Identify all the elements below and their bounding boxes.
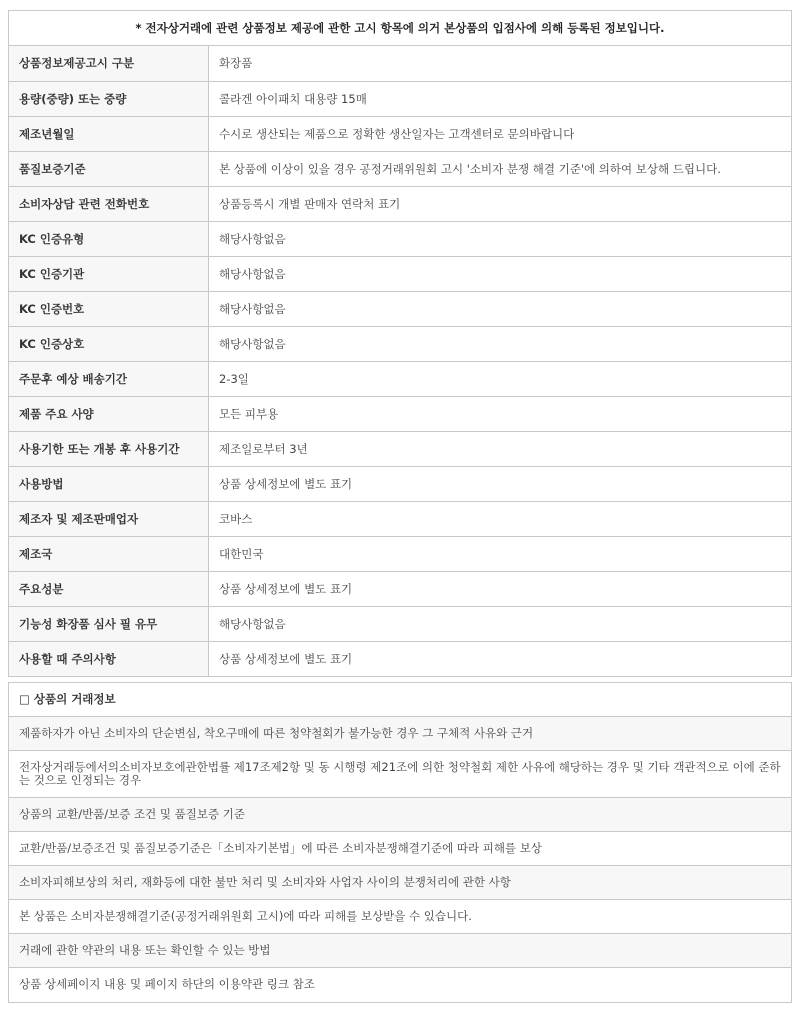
notice-text: * 전자상거래에 관련 상품정보 제공에 관한 고시 항목에 의거 본상품의 입점사에 의해 등록된 정보입니다.: [135, 21, 665, 35]
table-row: [9, 501, 792, 536]
row-value: 화장품: [209, 46, 792, 81]
row-value: 상품 상세정보에 별도 표기: [219, 651, 353, 666]
row-label: 주요성분: [9, 571, 209, 606]
row-value: 해당사항없음: [209, 256, 792, 291]
row-value: 2-3일: [209, 361, 792, 396]
table-row: [9, 641, 792, 676]
table-row: [9, 221, 792, 256]
row-label: 주문후 예상 배송기간: [9, 361, 209, 396]
row-value: 해당사항없음: [209, 291, 792, 326]
notice-banner: [8, 10, 792, 46]
row-label: KC 인증번호: [9, 291, 209, 326]
table-row: [9, 431, 792, 466]
table-row: [9, 151, 792, 186]
row-label: 사용할 때 주의사항: [9, 641, 209, 676]
table-row: [9, 466, 792, 501]
row-value: 수시로 생산되는 제품으로 정확한 생산일자는 고객센터로 문의바랍니다: [209, 116, 792, 151]
row-label: 사용기한 또는 개봉 후 사용기간: [9, 431, 209, 466]
row-value: 상품 상세정보에 별도 표기: [209, 466, 792, 501]
row-value: 모든 피부용: [209, 396, 792, 431]
table-row: [9, 46, 792, 81]
trade-answer: 본 상품은 소비자분쟁해결기준(공정거래위원회 고시)에 따라 피해를 보상받을 수 있습니다.: [9, 900, 791, 934]
row-label: 상품정보제공고시 구분: [9, 46, 209, 81]
table-row: [9, 291, 792, 326]
table-row: [9, 256, 792, 291]
table-row: [9, 361, 792, 396]
row-label: 소비자상담 관련 전화번호: [9, 186, 209, 221]
row-label: 품질보증기준: [9, 151, 209, 186]
row-value: 해당사항없음: [209, 606, 792, 641]
row-value: 해당사항없음: [209, 221, 792, 256]
trade-info-section: [8, 682, 792, 1003]
row-value: 콜라겐 아이패치 대용량 15매: [209, 81, 792, 116]
row-value: 본 상품에 이상이 있을 경우 공정거래위원회 고시 '소비자 분쟁 해결 기준'에 의하여 보상해 드립니다.: [209, 151, 792, 186]
row-label: 기능성 화장품 심사 필 유무: [9, 606, 209, 641]
table-row: [9, 116, 792, 151]
row-value: 상품 상세정보에 별도 표기: [209, 571, 792, 606]
table-row: [9, 536, 792, 571]
trade-question: 상품의 교환/반품/보증 조건 및 품질보증 기준: [9, 798, 791, 832]
trade-question: 소비자피해보상의 처리, 재화등에 대한 불만 처리 및 소비자와 사업자 사이의 분쟁처리에 관한 사항: [9, 866, 791, 900]
row-label: 사용방법: [9, 466, 209, 501]
row-value: 해당사항없음: [209, 326, 792, 361]
trade-answer: 교환/반품/보증조건 및 품질보증기준은「소비자기본법」에 따른 소비자분쟁해결기준에 따라 피해를 보상: [9, 832, 791, 866]
row-value: 제조일로부터 3년: [209, 431, 792, 466]
table-row: [9, 606, 792, 641]
row-label: KC 인증상호: [9, 326, 209, 361]
table-row: [9, 186, 792, 221]
row-label: 제품 주요 사양: [9, 396, 209, 431]
row-value: 대한민국: [209, 536, 792, 571]
row-label: KC 인증유형: [9, 221, 209, 256]
table-row: [9, 326, 792, 361]
product-info-table: [8, 46, 792, 677]
row-label: 제조국: [9, 536, 209, 571]
trade-answer: 상품 상세페이지 내용 및 페이지 하단의 이용약관 링크 참조: [9, 968, 791, 1002]
row-label: 제조년월일: [9, 116, 209, 151]
row-label: 제조자 및 제조판매업자: [9, 501, 209, 536]
trade-info-title: □ 상품의 거래정보: [9, 683, 791, 717]
table-row: [9, 571, 792, 606]
trade-question: 제품하자가 아닌 소비자의 단순변심, 착오구매에 따른 청약철회가 불가능한 경우 그 구체적 사유와 근거: [9, 717, 791, 751]
table-row: [9, 81, 792, 116]
row-label: 용량(중량) 또는 중량: [9, 81, 209, 116]
row-value: 코바스: [209, 501, 792, 536]
table-row: [9, 396, 792, 431]
row-label: KC 인증기관: [9, 256, 209, 291]
row-value: 상품등록시 개별 판매자 연락처 표기: [209, 186, 792, 221]
trade-question: 거래에 관한 약관의 내용 또는 확인할 수 있는 방법: [9, 934, 791, 968]
trade-answer: 전자상거래등에서의소비자보호에관한법률 제17조제2항 및 동 시행령 제21조에 의한 청약철회 제한 사유에 해당하는 경우 및 기타 객관적으로 이에 준하는 것으로 인정되는 경우: [9, 751, 791, 798]
